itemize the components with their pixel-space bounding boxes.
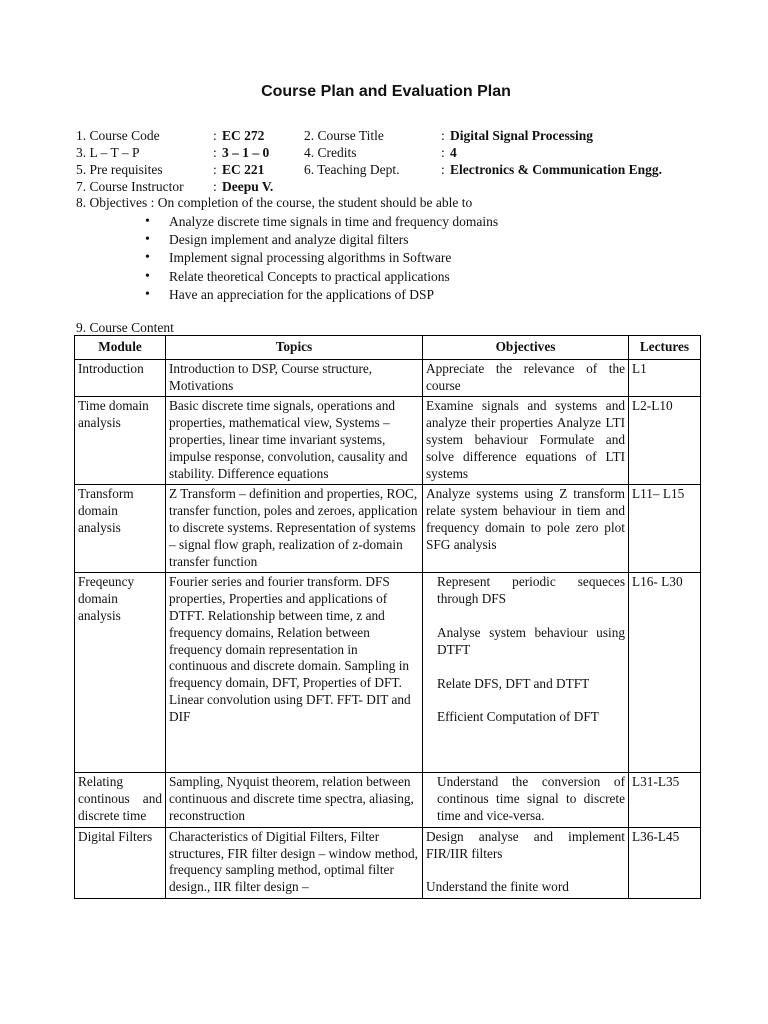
- objective-entry: Design analyse and implement FIR/IIR filters: [426, 828, 625, 861]
- header-lectures: Lectures: [629, 336, 701, 360]
- label-ltp: 3. L – T – P: [76, 145, 140, 160]
- objectives-cell: Appreciate the relevance of the course: [423, 359, 629, 397]
- objective-item: • Relate theoretical Concepts to practical applications: [145, 268, 498, 286]
- value-instructor: Deepu V.: [222, 179, 274, 194]
- colon: :: [441, 128, 445, 143]
- table-row: [75, 485, 701, 573]
- objective-item: • Analyze discrete time signals in time and frequency domains: [145, 213, 498, 231]
- objectives-cell: [423, 573, 629, 773]
- topics-cell: Fourier series and fourier transform. DFS properties, Properties and applications of DTFT. Relationship between time, z and frequency domains, Relation between frequency domain representation in continuous and discrete domain. Sampling in frequency domain, DFT, Properties of DFT. Linear convolution using DFT. FFT- DIT and DIF: [166, 573, 423, 773]
- course-content-label: 9. Course Content: [76, 320, 174, 335]
- document-title: Course Plan and Evaluation Plan: [261, 83, 511, 100]
- objective-entry: Analyse system behaviour using DTFT: [437, 624, 625, 657]
- colon: :: [441, 145, 445, 160]
- objective-entry: Understand the conversion of continous time signal to discrete time and vice-versa.: [437, 774, 625, 823]
- objective-item: • Have an appreciation for the applications of DSP: [145, 286, 498, 304]
- module-cell: Transform domain analysis: [75, 485, 166, 573]
- colon: :: [213, 162, 217, 177]
- objectives-cell: [423, 773, 629, 827]
- module-cell: Freqeuncy domain analysis: [75, 573, 166, 773]
- value-credits: 4: [450, 145, 457, 160]
- colon: :: [213, 145, 217, 160]
- course-content-table: [74, 335, 701, 899]
- objectives-cell: Analyze systems using Z transform relate system behaviour in tiem and frequency domain to pole zero plot SFG analysis: [423, 485, 629, 573]
- topics-cell: Z Transform – definition and properties, ROC, transfer function, poles and zeroes, application to discrete systems. Representation of systems – signal flow graph, realization of z-domain transfer function: [166, 485, 423, 573]
- value-course-code: EC 272: [222, 128, 265, 143]
- objectives-cell: [423, 827, 629, 898]
- table-row: [75, 397, 701, 485]
- topics-cell: Basic discrete time signals, operations and properties, mathematical view, Systems – properties, linear time invariant systems, impulse response, convolution, causality and stability. Difference equations: [166, 397, 423, 485]
- table-row: [75, 359, 701, 397]
- objective-entry: Relate DFS, DFT and DTFT: [437, 675, 590, 691]
- label-course-title: 2. Course Title: [304, 128, 384, 143]
- objectives-intro: 8. Objectives : On completion of the course, the student should be able to: [76, 195, 473, 210]
- topics-cell: Introduction to DSP, Course structure, Motivations: [166, 359, 423, 397]
- table-row: [75, 573, 701, 773]
- module-cell: Digital Filters: [75, 827, 166, 898]
- colon: :: [441, 162, 445, 177]
- module-cell: Time domain analysis: [75, 397, 166, 485]
- objective-entry: Efficient Computation of DFT: [437, 709, 599, 725]
- label-credits: 4. Credits: [304, 145, 357, 160]
- lectures-cell: L36-L45: [629, 827, 701, 898]
- topics-cell: Sampling, Nyquist theorem, relation between continuous and discrete time spectra, aliasing, reconstruction: [166, 773, 423, 827]
- objective-entry: Represent periodic sequeces through DFS: [437, 574, 625, 607]
- module-cell: Introduction: [75, 359, 166, 397]
- table-header-row: [75, 336, 701, 360]
- label-teaching-dept: 6. Teaching Dept.: [304, 162, 400, 177]
- label-instructor: 7. Course Instructor: [76, 179, 184, 194]
- lectures-cell: L1: [629, 359, 701, 397]
- objective-entry: Understand the finite word: [426, 879, 569, 895]
- label-prerequisites: 5. Pre requisites: [76, 162, 163, 177]
- colon: :: [213, 179, 217, 194]
- table-row: [75, 773, 701, 827]
- module-cell: Relating continous and discrete time: [75, 773, 166, 827]
- objective-item: • Implement signal processing algorithms in Software: [145, 249, 498, 267]
- table-row: [75, 827, 701, 898]
- objectives-cell: Examine signals and systems and analyze their properties Analyze LTI system behaviour Formulate and solve difference equations of LTI systems: [423, 397, 629, 485]
- topics-cell: Characteristics of Digitial Filters, Filter structures, FIR filter design – window method, frequency sampling method, optimal filter design., IIR filter design –: [166, 827, 423, 898]
- objective-item: • Design implement and analyze digital filters: [145, 231, 498, 249]
- objectives-list: [145, 213, 498, 304]
- lectures-cell: L16- L30: [629, 573, 701, 773]
- lectures-cell: L2-L10: [629, 397, 701, 485]
- header-module: Module: [75, 336, 166, 360]
- value-course-title: Digital Signal Processing: [450, 128, 594, 143]
- value-prerequisites: EC 221: [222, 162, 265, 177]
- header-topics: Topics: [166, 336, 423, 360]
- header-objectives: Objectives: [423, 336, 629, 360]
- lectures-cell: L11– L15: [629, 485, 701, 573]
- colon: :: [213, 128, 217, 143]
- label-course-code: 1. Course Code: [76, 128, 160, 143]
- value-teaching-dept: Electronics & Communication Engg.: [450, 162, 662, 177]
- value-ltp: 3 – 1 – 0: [222, 145, 270, 160]
- lectures-cell: L31-L35: [629, 773, 701, 827]
